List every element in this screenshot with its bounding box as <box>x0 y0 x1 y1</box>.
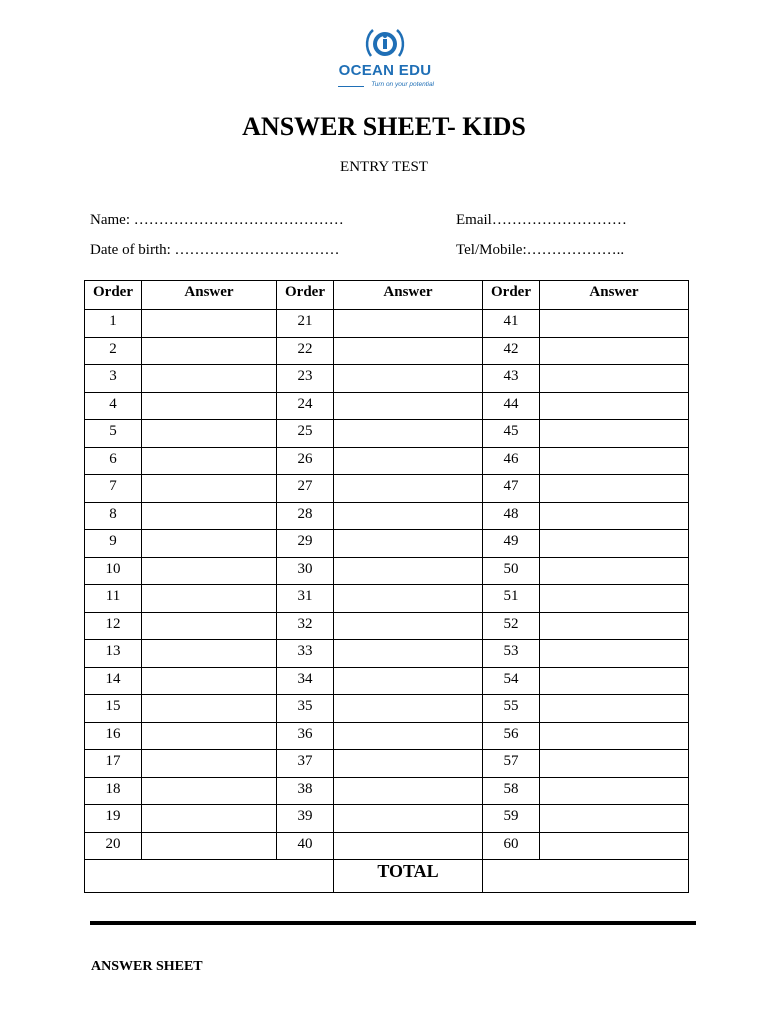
answer-cell[interactable] <box>540 640 689 668</box>
answer-cell[interactable] <box>334 310 483 338</box>
order-number: 12 <box>85 612 142 640</box>
answer-cell[interactable] <box>142 310 277 338</box>
order-number: 49 <box>483 530 540 558</box>
order-number: 60 <box>483 832 540 860</box>
answer-cell[interactable] <box>142 722 277 750</box>
total-row <box>85 860 689 893</box>
order-number: 3 <box>85 365 142 393</box>
order-number: 35 <box>277 695 334 723</box>
answer-cell[interactable] <box>540 612 689 640</box>
order-number: 59 <box>483 805 540 833</box>
order-number: 36 <box>277 722 334 750</box>
answer-cell[interactable] <box>142 612 277 640</box>
answer-cell[interactable] <box>142 392 277 420</box>
ocean-edu-logo <box>330 26 440 94</box>
answer-cell[interactable] <box>142 337 277 365</box>
table-row <box>85 805 689 833</box>
order-number: 4 <box>85 392 142 420</box>
order-number: 2 <box>85 337 142 365</box>
answer-cell[interactable] <box>334 585 483 613</box>
order-number: 44 <box>483 392 540 420</box>
order-number: 46 <box>483 447 540 475</box>
answer-cell[interactable] <box>142 475 277 503</box>
header-order: Order <box>85 281 142 310</box>
logo-brand-text: OCEAN EDU <box>338 62 432 79</box>
total-blank-cell <box>85 860 334 893</box>
page-title: ANSWER SHEET- KIDS <box>242 112 526 141</box>
answer-cell[interactable] <box>142 557 277 585</box>
order-number: 33 <box>277 640 334 668</box>
answer-cell[interactable] <box>540 447 689 475</box>
divider-rule <box>90 921 696 925</box>
answer-cell[interactable] <box>540 750 689 778</box>
order-number: 18 <box>85 777 142 805</box>
table-row <box>85 475 689 503</box>
answer-cell[interactable] <box>540 392 689 420</box>
answer-cell[interactable] <box>142 530 277 558</box>
order-number: 13 <box>85 640 142 668</box>
answer-cell[interactable] <box>142 585 277 613</box>
order-number: 5 <box>85 420 142 448</box>
page-subtitle: ENTRY TEST <box>340 159 428 175</box>
order-number: 1 <box>85 310 142 338</box>
order-number: 11 <box>85 585 142 613</box>
order-number: 32 <box>277 612 334 640</box>
footer-label: ANSWER SHEET <box>91 959 203 974</box>
order-number: 48 <box>483 502 540 530</box>
answer-cell[interactable] <box>540 475 689 503</box>
order-number: 21 <box>277 310 334 338</box>
order-number: 39 <box>277 805 334 833</box>
answer-cell[interactable] <box>334 667 483 695</box>
order-number: 6 <box>85 447 142 475</box>
table-row <box>85 667 689 695</box>
answer-cell[interactable] <box>540 530 689 558</box>
order-number: 16 <box>85 722 142 750</box>
answer-cell[interactable] <box>540 337 689 365</box>
order-number: 31 <box>277 585 334 613</box>
answer-cell[interactable] <box>142 502 277 530</box>
order-number: 57 <box>483 750 540 778</box>
order-number: 14 <box>85 667 142 695</box>
order-number: 50 <box>483 557 540 585</box>
order-number: 45 <box>483 420 540 448</box>
table-row <box>85 530 689 558</box>
answer-cell[interactable] <box>540 585 689 613</box>
table-row <box>85 695 689 723</box>
table-row <box>85 447 689 475</box>
table-row <box>85 502 689 530</box>
answer-cell[interactable] <box>142 667 277 695</box>
answer-cell[interactable] <box>334 392 483 420</box>
answer-cell[interactable] <box>540 557 689 585</box>
order-number: 19 <box>85 805 142 833</box>
answer-cell[interactable] <box>142 750 277 778</box>
answer-cell[interactable] <box>334 447 483 475</box>
table-row <box>85 337 689 365</box>
answer-cell[interactable] <box>334 722 483 750</box>
answer-cell[interactable] <box>334 695 483 723</box>
answer-cell[interactable] <box>334 805 483 833</box>
order-number: 8 <box>85 502 142 530</box>
order-number: 43 <box>483 365 540 393</box>
order-number: 54 <box>483 667 540 695</box>
order-number: 20 <box>85 832 142 860</box>
header-answer: Answer <box>142 281 277 310</box>
answer-cell[interactable] <box>142 640 277 668</box>
order-number: 27 <box>277 475 334 503</box>
table-row <box>85 722 689 750</box>
answer-cell[interactable] <box>540 310 689 338</box>
order-number: 22 <box>277 337 334 365</box>
answer-cell[interactable] <box>334 365 483 393</box>
answer-cell[interactable] <box>142 805 277 833</box>
order-number: 58 <box>483 777 540 805</box>
answer-cell[interactable] <box>334 530 483 558</box>
answer-cell[interactable] <box>334 777 483 805</box>
table-row <box>85 310 689 338</box>
answer-cell[interactable] <box>142 832 277 860</box>
answer-cell[interactable] <box>334 337 483 365</box>
answer-cell[interactable] <box>142 365 277 393</box>
globe-laurel-icon <box>363 26 407 64</box>
table-row <box>85 832 689 860</box>
date-of-birth-field[interactable]: Date of birth: …………………………… <box>90 242 340 258</box>
answer-cell[interactable] <box>540 695 689 723</box>
order-number: 15 <box>85 695 142 723</box>
answer-cell[interactable] <box>334 475 483 503</box>
answer-cell[interactable] <box>540 667 689 695</box>
table-row <box>85 612 689 640</box>
answer-cell[interactable] <box>142 777 277 805</box>
table-row <box>85 557 689 585</box>
order-number: 7 <box>85 475 142 503</box>
order-number: 25 <box>277 420 334 448</box>
answer-cell[interactable] <box>540 805 689 833</box>
order-number: 42 <box>483 337 540 365</box>
answer-cell[interactable] <box>334 832 483 860</box>
order-number: 17 <box>85 750 142 778</box>
table-row <box>85 585 689 613</box>
order-number: 26 <box>277 447 334 475</box>
table-row <box>85 750 689 778</box>
header-answer: Answer <box>540 281 689 310</box>
order-number: 24 <box>277 392 334 420</box>
answer-cell[interactable] <box>540 502 689 530</box>
answer-cell[interactable] <box>334 750 483 778</box>
order-number: 41 <box>483 310 540 338</box>
logo-tagline: Turn on your potential <box>371 81 434 88</box>
header-answer: Answer <box>334 281 483 310</box>
answer-cell[interactable] <box>142 420 277 448</box>
tel-mobile-field[interactable]: Tel/Mobile:……………….. <box>456 242 625 258</box>
answer-cell[interactable] <box>540 832 689 860</box>
answer-cell[interactable] <box>334 612 483 640</box>
order-number: 51 <box>483 585 540 613</box>
order-number: 23 <box>277 365 334 393</box>
order-number: 28 <box>277 502 334 530</box>
header-order: Order <box>483 281 540 310</box>
header-order: Order <box>277 281 334 310</box>
name-field[interactable]: Name: …………………………………… <box>90 212 344 228</box>
answer-cell[interactable] <box>540 365 689 393</box>
table-header-row <box>85 281 689 310</box>
order-number: 47 <box>483 475 540 503</box>
answer-cell[interactable] <box>540 722 689 750</box>
table-row <box>85 420 689 448</box>
order-number: 34 <box>277 667 334 695</box>
answer-table <box>84 280 689 893</box>
table-row <box>85 777 689 805</box>
order-number: 56 <box>483 722 540 750</box>
order-number: 52 <box>483 612 540 640</box>
table-row <box>85 392 689 420</box>
order-number: 37 <box>277 750 334 778</box>
order-number: 9 <box>85 530 142 558</box>
total-label: TOTAL <box>334 860 483 893</box>
order-number: 40 <box>277 832 334 860</box>
logo-tagline-rule <box>338 86 364 87</box>
order-number: 53 <box>483 640 540 668</box>
order-number: 30 <box>277 557 334 585</box>
answer-cell[interactable] <box>334 557 483 585</box>
order-number: 38 <box>277 777 334 805</box>
table-row <box>85 640 689 668</box>
total-value-cell[interactable] <box>483 860 689 893</box>
answer-cell[interactable] <box>540 420 689 448</box>
answer-cell[interactable] <box>334 502 483 530</box>
answer-cell[interactable] <box>334 640 483 668</box>
answer-cell[interactable] <box>334 420 483 448</box>
order-number: 55 <box>483 695 540 723</box>
answer-cell[interactable] <box>142 695 277 723</box>
table-row <box>85 365 689 393</box>
answer-cell[interactable] <box>142 447 277 475</box>
order-number: 29 <box>277 530 334 558</box>
answer-cell[interactable] <box>540 777 689 805</box>
email-field[interactable]: Email……………………… <box>456 212 627 228</box>
order-number: 10 <box>85 557 142 585</box>
